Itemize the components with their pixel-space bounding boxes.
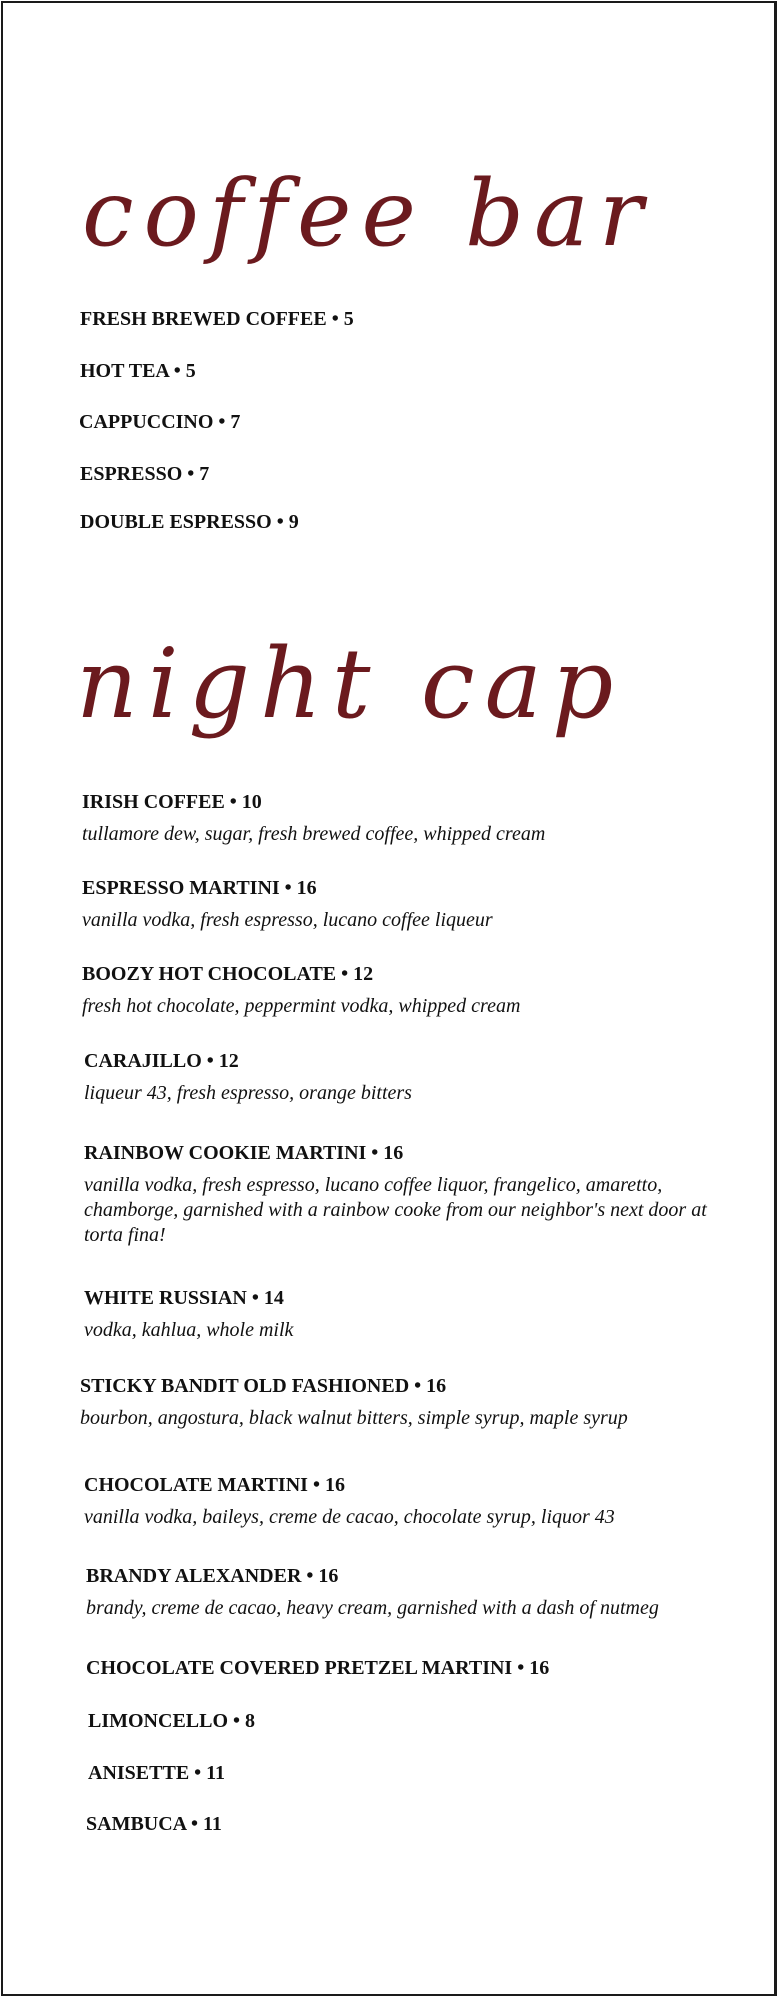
menu-item-name: BOOZY HOT CHOCOLATE • 12 bbox=[82, 963, 374, 985]
menu-item-name: STICKY BANDIT OLD FASHIONED • 16 bbox=[80, 1375, 447, 1397]
menu-item-carajillo bbox=[84, 1049, 734, 1106]
menu-item-name: CHOCOLATE COVERED PRETZEL MARTINI • 16 bbox=[86, 1657, 550, 1679]
menu-item-name: HOT TEA • 5 bbox=[80, 360, 196, 382]
menu-item-boozy-hot-chocolate bbox=[82, 962, 732, 1019]
menu-item-name: DOUBLE ESPRESSO • 9 bbox=[80, 511, 299, 533]
menu-item-name: CHOCOLATE MARTINI • 16 bbox=[84, 1474, 345, 1496]
menu-item-chocolate-martini bbox=[84, 1473, 734, 1530]
menu-item-double-espresso bbox=[80, 510, 299, 534]
menu-item-espresso bbox=[80, 462, 209, 486]
menu-item-description: vanilla vodka, fresh espresso, lucano coffee liqueur bbox=[82, 909, 493, 931]
menu-item-sambuca bbox=[86, 1812, 222, 1836]
coffee-bar-heading: coffee bar bbox=[82, 160, 653, 267]
menu-item-fresh-brewed-coffee bbox=[80, 307, 354, 331]
menu-item-name: WHITE RUSSIAN • 14 bbox=[84, 1287, 284, 1309]
menu-item-description: liqueur 43, fresh espresso, orange bitters bbox=[84, 1082, 412, 1104]
menu-item-white-russian bbox=[84, 1286, 734, 1343]
menu-item-chocolate-covered-pretzel-martini bbox=[86, 1656, 549, 1680]
menu-item-name: IRISH COFFEE • 10 bbox=[82, 791, 262, 813]
menu-item-name: LIMONCELLO • 8 bbox=[88, 1710, 256, 1732]
menu-item-description: fresh hot chocolate, peppermint vodka, whipped cream bbox=[82, 995, 521, 1017]
menu-item-description: vanilla vodka, baileys, creme de cacao, chocolate syrup, liquor 43 bbox=[84, 1506, 615, 1528]
night-cap-heading: night cap bbox=[76, 628, 624, 740]
menu-item-hot-tea bbox=[80, 359, 196, 383]
menu-item-description: vanilla vodka, fresh espresso, lucano coffee liquor, frangelico, amaretto, chamborge, garnished with a rainbow cooke from our neighbor's next door at torta fina! bbox=[84, 1174, 707, 1246]
menu-item-description: tullamore dew, sugar, fresh brewed coffee, whipped cream bbox=[82, 823, 546, 845]
menu-item-name: ANISETTE • 11 bbox=[88, 1762, 226, 1784]
menu-item-espresso-martini bbox=[82, 876, 732, 933]
menu-item-limoncello bbox=[88, 1709, 255, 1733]
menu-item-irish-coffee bbox=[82, 790, 732, 847]
menu-item-cappuccino bbox=[79, 410, 240, 434]
menu-item-name: ESPRESSO MARTINI • 16 bbox=[82, 877, 317, 899]
menu-item-name: FRESH BREWED COFFEE • 5 bbox=[80, 308, 354, 330]
menu-item-name: BRANDY ALEXANDER • 16 bbox=[86, 1565, 339, 1587]
menu-item-rainbow-cookie-martini bbox=[84, 1141, 734, 1248]
menu-item-name: CARAJILLO • 12 bbox=[84, 1050, 239, 1072]
menu-item-brandy-alexander bbox=[86, 1564, 736, 1621]
menu-item-name: ESPRESSO • 7 bbox=[80, 463, 210, 485]
menu-item-name: RAINBOW COOKIE MARTINI • 16 bbox=[84, 1142, 404, 1164]
menu-item-sticky-bandit-old-fashioned bbox=[80, 1374, 730, 1431]
menu-item-description: brandy, creme de cacao, heavy cream, garnished with a dash of nutmeg bbox=[86, 1597, 659, 1619]
menu-item-anisette bbox=[88, 1761, 225, 1785]
menu-item-name: CAPPUCCINO • 7 bbox=[79, 411, 241, 433]
menu-item-description: vodka, kahlua, whole milk bbox=[84, 1319, 294, 1341]
menu-item-name: SAMBUCA • 11 bbox=[86, 1813, 222, 1835]
menu-item-description: bourbon, angostura, black walnut bitters, simple syrup, maple syrup bbox=[80, 1407, 628, 1429]
